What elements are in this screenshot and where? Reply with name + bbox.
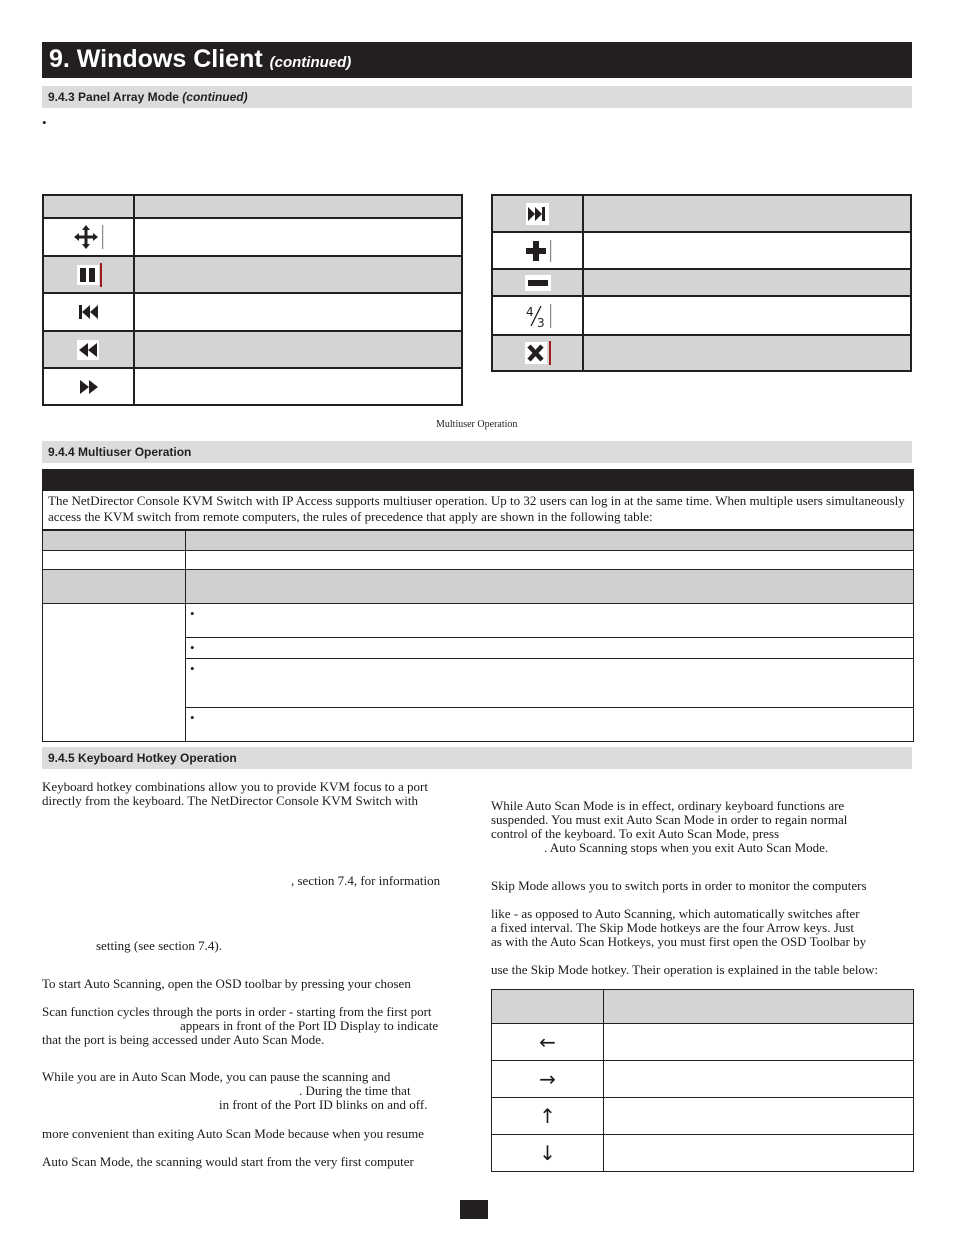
table-row xyxy=(492,269,911,296)
table-cell xyxy=(186,570,914,604)
section-heading-text: 9.4.3 Panel Array Mode xyxy=(48,90,179,104)
icon-cell xyxy=(43,331,134,368)
multiuser-table xyxy=(42,469,914,742)
toolbar-icons-table-left xyxy=(42,194,463,406)
multiuser-intro-text: The NetDirector Console KVM Switch with IP Access supports multiuser operation. Up to 32 users can log in at the same time. When multiple users simultaneously access the KVM switch from remote computers, the rules of precedence that apply are shown in the following table: xyxy=(42,491,914,530)
skip-mode-hotkey-table xyxy=(491,989,914,1172)
table-cell xyxy=(186,659,914,708)
svg-text:3: 3 xyxy=(536,315,545,330)
multiuser-table-header-bar xyxy=(42,469,914,491)
section-heading-panel-array xyxy=(42,86,912,108)
zoom-out-minus-icon xyxy=(523,273,553,290)
icon-cell xyxy=(492,195,583,232)
table-header-row xyxy=(43,195,462,218)
icon-cell xyxy=(43,368,134,405)
icon-cell xyxy=(43,293,134,331)
table-cell xyxy=(186,638,914,659)
precedence-table xyxy=(42,530,914,742)
description-cell xyxy=(583,195,911,232)
table-header-row xyxy=(492,990,914,1024)
description-cell xyxy=(134,331,462,368)
header-cell xyxy=(604,990,914,1024)
paragraph-line: use the Skip Mode hotkey. Their operation is explained in the table below: xyxy=(491,962,879,977)
paragraph-line: in front of the Port ID blinks on and off. xyxy=(219,1097,428,1112)
up-arrow-icon: ↑ xyxy=(539,1104,556,1128)
paragraph-line: more convenient than exiting Auto Scan Mode because when you resume xyxy=(42,1126,424,1141)
table-row xyxy=(43,551,914,570)
move-icon xyxy=(73,228,105,245)
description-cell xyxy=(134,293,462,331)
figure-caption: Multiuser Operation xyxy=(436,419,518,430)
down-arrow-icon: ↓ xyxy=(539,1141,556,1165)
paragraph-line: control of the keyboard. To exit Auto Scan Mode, press xyxy=(491,826,780,841)
icon-cell xyxy=(492,1024,604,1061)
description-cell xyxy=(604,1061,914,1098)
description-cell xyxy=(604,1024,914,1061)
svg-text:4: 4 xyxy=(525,304,534,319)
icon-cell xyxy=(492,1098,604,1135)
chapter-title-continued: (continued) xyxy=(269,54,352,71)
icon-cell xyxy=(492,1061,604,1098)
right-arrow-icon: → xyxy=(539,1067,556,1091)
header-cell xyxy=(186,531,914,551)
description-cell xyxy=(583,232,911,269)
fast-forward-icon xyxy=(77,377,101,394)
skip-to-first-icon xyxy=(77,303,101,320)
paragraph-line: While Auto Scan Mode is in effect, ordinary keyboard functions are xyxy=(491,798,845,813)
paragraph-line: Scan function cycles through the ports in order - starting from the first port xyxy=(42,1004,432,1019)
bullet-point: • xyxy=(190,710,195,725)
section-heading-text: 9.4.5 Keyboard Hotkey Operation xyxy=(48,751,237,765)
table-row xyxy=(492,1098,914,1135)
chapter-title xyxy=(49,45,351,74)
fraction-icon xyxy=(523,304,553,330)
table-row xyxy=(492,1061,914,1098)
table-row xyxy=(43,218,462,256)
bullet-point: • xyxy=(190,640,195,655)
section-heading-continued: (continued) xyxy=(182,90,248,104)
bullet-point: • xyxy=(42,115,47,130)
table-row xyxy=(492,1135,914,1172)
table-row xyxy=(492,296,911,335)
rewind-icon xyxy=(74,340,104,357)
icon-cell xyxy=(492,1135,604,1172)
paragraph-line: Auto Scan Mode, the scanning would start from the very first computer xyxy=(42,1154,414,1169)
close-x-icon xyxy=(523,344,553,361)
icon-cell xyxy=(492,269,583,296)
description-cell xyxy=(583,296,911,335)
header-cell xyxy=(43,195,134,218)
table-row xyxy=(43,293,462,331)
table-row xyxy=(492,1024,914,1061)
header-cell xyxy=(492,990,604,1024)
table-row xyxy=(43,256,462,293)
left-arrow-icon: ← xyxy=(539,1030,556,1054)
chapter-title-text: 9. Windows Client xyxy=(49,45,263,73)
paragraph-line: To start Auto Scanning, open the OSD toolbar by pressing your chosen xyxy=(42,976,411,991)
table-cell xyxy=(43,604,186,742)
paragraph-line: Keyboard hotkey combinations allow you to provide KVM focus to a port xyxy=(42,779,428,794)
paragraph-line: a fixed interval. The Skip Mode hotkeys are the four Arrow keys. Just xyxy=(491,920,854,935)
toolbar-icons-table-right xyxy=(491,194,912,372)
table-row xyxy=(43,570,914,604)
paragraph-line: . Auto Scanning stops when you exit Auto Scan Mode. xyxy=(544,840,829,855)
description-cell xyxy=(604,1098,914,1135)
paragraph-line: as with the Auto Scan Hotkeys, you must first open the OSD Toolbar by xyxy=(491,934,867,949)
table-row xyxy=(492,232,911,269)
paragraph-line: . During the time that xyxy=(299,1083,411,1098)
paragraph-line: , section 7.4, for information xyxy=(291,873,441,888)
icon-cell xyxy=(492,296,583,335)
icon-cell xyxy=(492,335,583,371)
paragraph-line: that the port is being accessed under Auto Scan Mode. xyxy=(42,1032,325,1047)
table-row xyxy=(43,331,462,368)
paragraph-line: suspended. You must exit Auto Scan Mode in order to regain normal xyxy=(491,812,848,827)
table-row xyxy=(492,195,911,232)
paragraph-line: appears in front of the Port ID Display to indicate xyxy=(180,1018,439,1033)
table-cell xyxy=(43,551,186,570)
icon-cell xyxy=(492,232,583,269)
icon-cell xyxy=(43,218,134,256)
header-cell xyxy=(43,531,186,551)
header-cell xyxy=(134,195,462,218)
table-row xyxy=(43,604,914,638)
skip-to-last-icon xyxy=(523,204,553,221)
section-heading-multiuser xyxy=(42,441,912,463)
pause-icon xyxy=(74,265,104,282)
paragraph-line: Skip Mode allows you to switch ports in order to monitor the computers xyxy=(491,878,867,893)
bullet-point: • xyxy=(190,606,195,621)
paragraph-line: like - as opposed to Auto Scanning, which automatically switches after xyxy=(491,906,860,921)
table-cell xyxy=(43,570,186,604)
zoom-in-plus-icon xyxy=(523,241,553,258)
bullet-point: • xyxy=(190,661,195,676)
icon-cell xyxy=(43,256,134,293)
description-cell xyxy=(134,218,462,256)
paragraph-line: directly from the keyboard. The NetDirector Console KVM Switch with xyxy=(42,793,418,808)
table-row xyxy=(492,335,911,371)
paragraph-line: setting (see section 7.4). xyxy=(96,938,222,953)
table-cell xyxy=(186,604,914,638)
paragraph-line: While you are in Auto Scan Mode, you can pause the scanning and xyxy=(42,1069,391,1084)
table-header-row xyxy=(43,531,914,551)
page-number-box xyxy=(460,1200,488,1219)
table-row xyxy=(43,368,462,405)
table-cell xyxy=(186,551,914,570)
table-cell xyxy=(186,708,914,742)
description-cell xyxy=(134,256,462,293)
description-cell xyxy=(583,335,911,371)
description-cell xyxy=(604,1135,914,1172)
section-heading-text: 9.4.4 Multiuser Operation xyxy=(48,445,192,459)
section-heading-keyboard-hotkey xyxy=(42,747,912,769)
chapter-title-bar xyxy=(42,42,912,78)
description-cell xyxy=(134,368,462,405)
description-cell xyxy=(583,269,911,296)
